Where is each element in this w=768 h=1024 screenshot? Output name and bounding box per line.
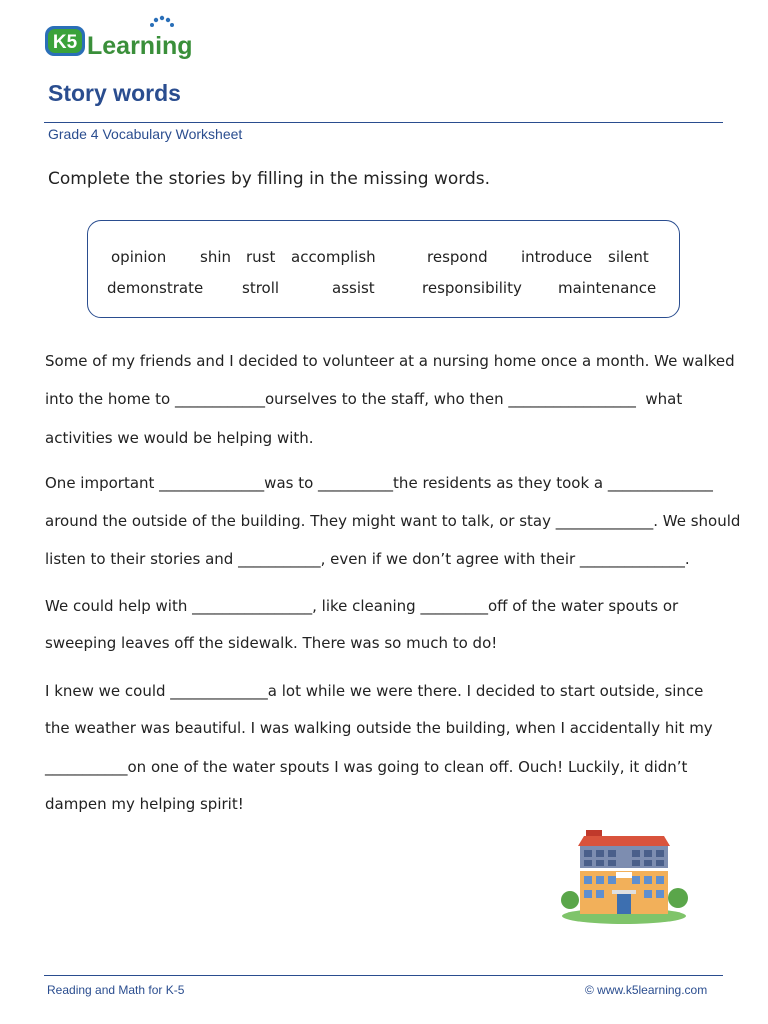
footer-website-link[interactable]: © www.k5learning.com bbox=[585, 983, 708, 997]
instructions: Complete the stories by filling in the missing words. bbox=[48, 169, 491, 189]
header-divider bbox=[44, 122, 723, 123]
story-line: I knew we could _____________a lot while we were there. I decided to start outside, since bbox=[45, 682, 704, 700]
story-line: ___________on one of the water spouts I was going to clean off. Ouch! Luckily, it didn’t bbox=[45, 758, 688, 776]
word-bank-word: respond bbox=[427, 248, 488, 266]
word-bank-word: responsibility bbox=[422, 279, 522, 297]
page-title: Story words bbox=[48, 80, 181, 106]
word-bank-word: opinion bbox=[111, 248, 167, 266]
story-line: into the home to ____________ourselves to the staff, who then _________________ what bbox=[45, 390, 683, 408]
svg-text:Learning: Learning bbox=[87, 32, 193, 60]
nursing-home-illustration bbox=[560, 828, 688, 924]
k5-learning-logo bbox=[44, 14, 209, 64]
word-bank-word: stroll bbox=[242, 279, 280, 297]
svg-text:K5: K5 bbox=[52, 32, 78, 53]
story-line: activities we would be helping with. bbox=[45, 429, 314, 447]
footer-divider bbox=[44, 975, 723, 976]
word-bank-word: introduce bbox=[521, 248, 593, 266]
word-bank-word: maintenance bbox=[558, 279, 657, 297]
page-subtitle: Grade 4 Vocabulary Worksheet bbox=[48, 126, 243, 142]
story-line: dampen my helping spirit! bbox=[45, 795, 244, 813]
word-bank-word: demonstrate bbox=[107, 279, 204, 297]
story-line: listen to their stories and ___________, even if we don’t agree with their ______________. bbox=[45, 550, 690, 568]
story-line: One important ______________was to __________the residents as they took a ______________ bbox=[45, 474, 713, 492]
word-bank-word: assist bbox=[332, 279, 375, 297]
story-line: the weather was beautiful. I was walking outside the building, when I accidentally hit my bbox=[45, 719, 713, 737]
story-line: around the outside of the building. They might want to talk, or stay _____________. We should bbox=[45, 512, 741, 530]
word-bank-word: accomplish bbox=[291, 248, 376, 266]
story-line: We could help with ________________, like cleaning _________off of the water spouts or bbox=[45, 597, 679, 615]
footer-tagline: Reading and Math for K-5 bbox=[47, 983, 185, 997]
story-line: sweeping leaves off the sidewalk. There was so much to do! bbox=[45, 634, 498, 652]
word-bank-word: shin bbox=[200, 248, 231, 266]
word-bank-word: silent bbox=[608, 248, 649, 266]
word-bank bbox=[87, 220, 680, 318]
word-bank-word: rust bbox=[246, 248, 276, 266]
story-line: Some of my friends and I decided to volunteer at a nursing home once a month. We walked bbox=[45, 352, 735, 370]
